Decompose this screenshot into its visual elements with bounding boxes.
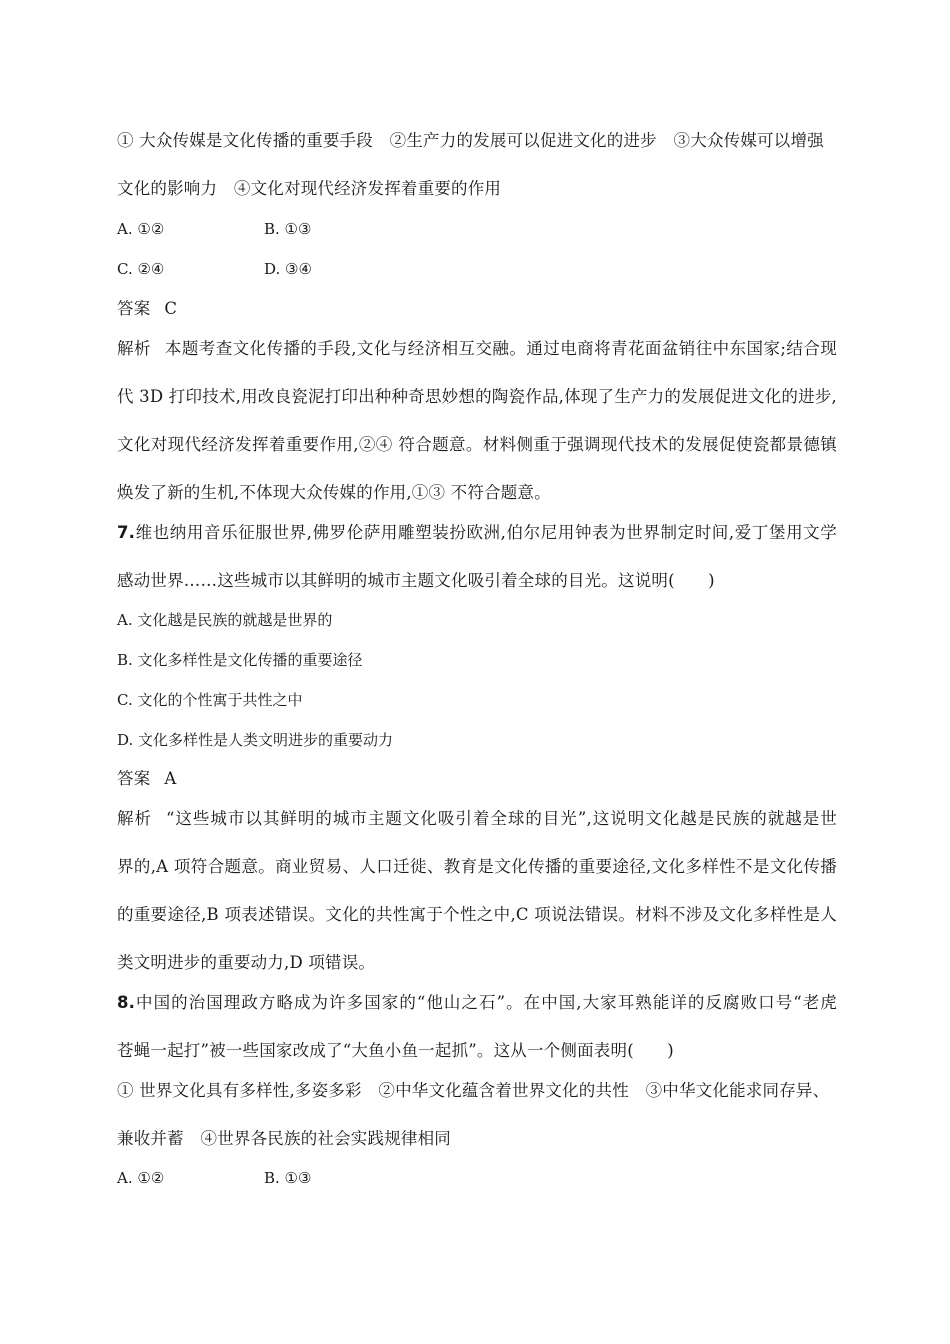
answer-value: C xyxy=(164,299,178,318)
analysis-text: 本题考查文化传播的手段,文化与经济相互交融。通过电商将青花面盆销往中东国家;结合现 xyxy=(164,339,837,358)
q7-answer xyxy=(117,768,837,790)
question-number: 8. xyxy=(117,993,136,1012)
q6-option-a: A. ①② xyxy=(117,220,165,238)
answer-value: A xyxy=(164,769,177,788)
q7-option-b: B. 文化多样性是文化传播的重要途径 xyxy=(117,651,363,669)
q6-analysis-line-2: 代 3D 打印技术,用改良瓷泥打印出种种奇思妙想的陶瓷作品,体现了生产力的发展促进文化的进步, xyxy=(117,387,837,406)
q8-stem-line-2: 苍蝇一起打”被一些国家改成了“大鱼小鱼一起抓”。这从一个侧面表明( ) xyxy=(117,1041,674,1060)
q7-analysis-line-4: 类文明进步的重要动力,D 项错误。 xyxy=(117,953,376,972)
analysis-label: 解析 xyxy=(117,339,151,358)
q7-option-d: D. 文化多样性是人类文明进步的重要动力 xyxy=(117,731,394,749)
q7-analysis-line-3: 的重要途径,B 项表述错误。文化的共性寓于个性之中,C 项说法错误。材料不涉及文化多样性是人 xyxy=(117,905,837,924)
question-number: 7. xyxy=(117,523,136,542)
answer-label: 答案 xyxy=(117,769,151,788)
q7-stem-line-1 xyxy=(117,522,837,544)
q8-statements-line-2: 兼收并蓄 ④世界各民族的社会实践规律相同 xyxy=(117,1129,451,1148)
question-text: 中国的治国理政方略成为许多国家的“他山之石”。在中国,大家耳熟能详的反腐败口号“老虎 xyxy=(135,993,837,1012)
question-text: 维也纳用音乐征服世界,佛罗伦萨用雕塑装扮欧洲,伯尔尼用钟表为世界制定时间,爱丁堡用文学 xyxy=(135,523,837,542)
q8-statements-line-1: ① 世界文化具有多样性,多姿多彩 ②中华文化蕴含着世界文化的共性 ③中华文化能求同存异、 xyxy=(117,1081,830,1100)
q6-answer xyxy=(117,298,837,320)
q6-option-b: B. ①③ xyxy=(264,220,312,238)
q6-option-c: C. ②④ xyxy=(117,260,165,278)
q8-option-a: A. ①② xyxy=(117,1169,165,1187)
q6-analysis-line-4: 焕发了新的生机,不体现大众传媒的作用,①③ 不符合题意。 xyxy=(117,483,551,502)
q6-option-d: D. ③④ xyxy=(264,260,312,278)
q7-option-a: A. 文化越是民族的就越是世界的 xyxy=(117,611,333,629)
analysis-label: 解析 xyxy=(117,809,152,828)
q7-stem-line-2: 感动世界……这些城市以其鲜明的城市主题文化吸引着全球的目光。这说明( ) xyxy=(117,571,715,590)
q6-statements-line-1: ① 大众传媒是文化传播的重要手段 ②生产力的发展可以促进文化的进步 ③大众传媒可以增强 xyxy=(117,131,824,150)
q6-analysis-line-1 xyxy=(117,338,837,360)
q6-analysis-line-3: 文化对现代经济发挥着重要作用,②④ 符合题意。材料侧重于强调现代技术的发展促使瓷都景德镇 xyxy=(117,435,837,454)
answer-label: 答案 xyxy=(117,299,151,318)
q7-analysis-line-2: 界的,A 项符合题意。商业贸易、人口迁徙、教育是文化传播的重要途径,文化多样性不是文化传播 xyxy=(117,857,837,876)
q7-option-c: C. 文化的个性寓于共性之中 xyxy=(117,691,303,709)
analysis-text: “这些城市以其鲜明的城市主题文化吸引着全球的目光”,这说明文化越是民族的就越是世 xyxy=(166,809,837,828)
q8-stem-line-1 xyxy=(117,992,837,1014)
q7-analysis-line-1 xyxy=(117,808,837,830)
q6-statements-line-2: 文化的影响力 ④文化对现代经济发挥着重要的作用 xyxy=(117,179,502,198)
q8-option-b: B. ①③ xyxy=(264,1169,312,1187)
